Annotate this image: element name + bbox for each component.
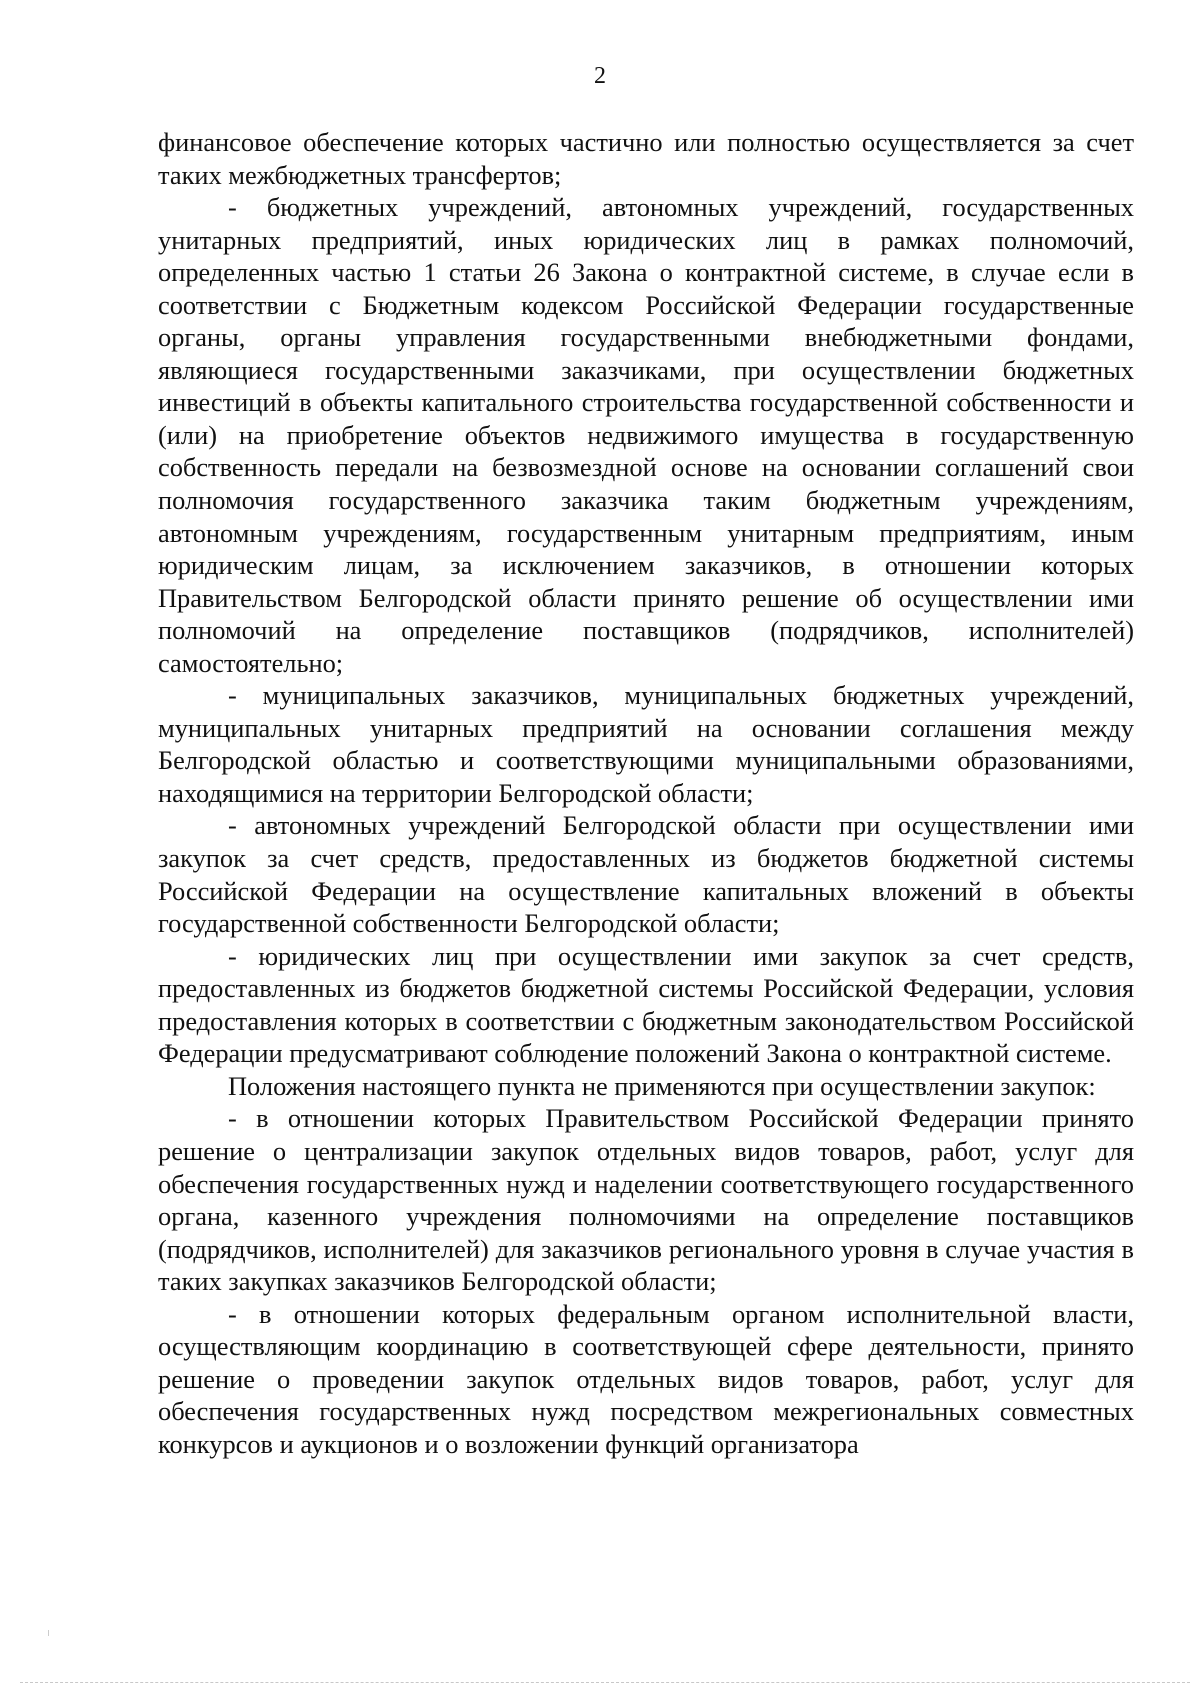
list-item-paragraph: - в отношении которых Правительством Российской Федерации принято решение о централизации закупок отдельных видов товаров, работ, услуг для обеспечения государственных нужд и наделении соответствующего государственного органа, казенного учреждения полномочиями на определение поставщиков (подрядчиков, исполнителей) для заказчиков регионального уровня в случае участия в таких закупках заказчиков Белгородской области; — [158, 1103, 1134, 1297]
page-number: 2 — [594, 63, 606, 89]
list-item-paragraph: - муниципальных заказчиков, муниципальных бюджетных учреждений, муниципальных унитарных предприятий на основании соглашения между Белгородской областью и соответствующими муниципальными образованиями, находящимися на территории Белгородской области; — [158, 680, 1134, 808]
list-item-paragraph: - бюджетных учреждений, автономных учреждений, государственных унитарных предприятий, иных юридических лиц в рамках полномочий, определенных частью 1 статьи 26 Закона о контрактной системе, в случае если в соответствии с Бюджетным кодексом Российской Федерации государственные органы, органы управления государственными внебюджетными фондами, являющиеся государственными заказчиками, при осуществлении бюджетных инвестиций в объекты капитального строительства государственной собственности и (или) на приобретение объектов недвижимого имущества в государственную собственность передали на безвозмездной основе на основании соглашений свои полномочия государственного заказчика таким бюджетным учреждениям, автономным учреждениям, государственным унитарным предприятиям, иным юридическим лицам, за исключением заказчиков, в отношении которых Правительством Белгородской области принято решение об осуществлении ими полномочий на определение поставщиков (подрядчиков, исполнителей) самостоятельно; — [158, 192, 1134, 678]
paragraph: Положения настоящего пункта не применяются при осуществлении закупок: — [228, 1070, 1096, 1101]
list-item-paragraph: - в отношении которых федеральным органом исполнительной власти, осуществляющим координацию в соответствующей сфере деятельности, принято решение о проведении закупок отдельных видов товаров, работ, услуг для обеспечения государственных нужд посредством межрегиональных совместных конкурсов и аукционов и о возложении функций организатора — [158, 1298, 1134, 1459]
list-item-paragraph: - юридических лиц при осуществлении ими закупок за счет средств, предоставленных из бюджетов бюджетной системы Российской Федерации, условия предоставления которых в соответствии с бюджетным законодательством Российской Федерации предусматривают соблюдение положений Закона о контрактной системе. — [158, 940, 1134, 1069]
scan-artifact — [48, 1630, 49, 1636]
list-item-paragraph: - автономных учреждений Белгородской области при осуществлении ими закупок за счет средств, предоставленных из бюджетов бюджетной системы Российской Федерации на осуществление капитальных вложений в объекты государственной собственности Белгородской области; — [158, 810, 1134, 939]
scan-bottom-edge — [20, 1682, 1190, 1683]
document-body — [158, 126, 1134, 1460]
paragraph: финансовое обеспечение которых частично или полностью осуществляется за счет таких межбюджетных трансфертов; — [158, 127, 1134, 190]
